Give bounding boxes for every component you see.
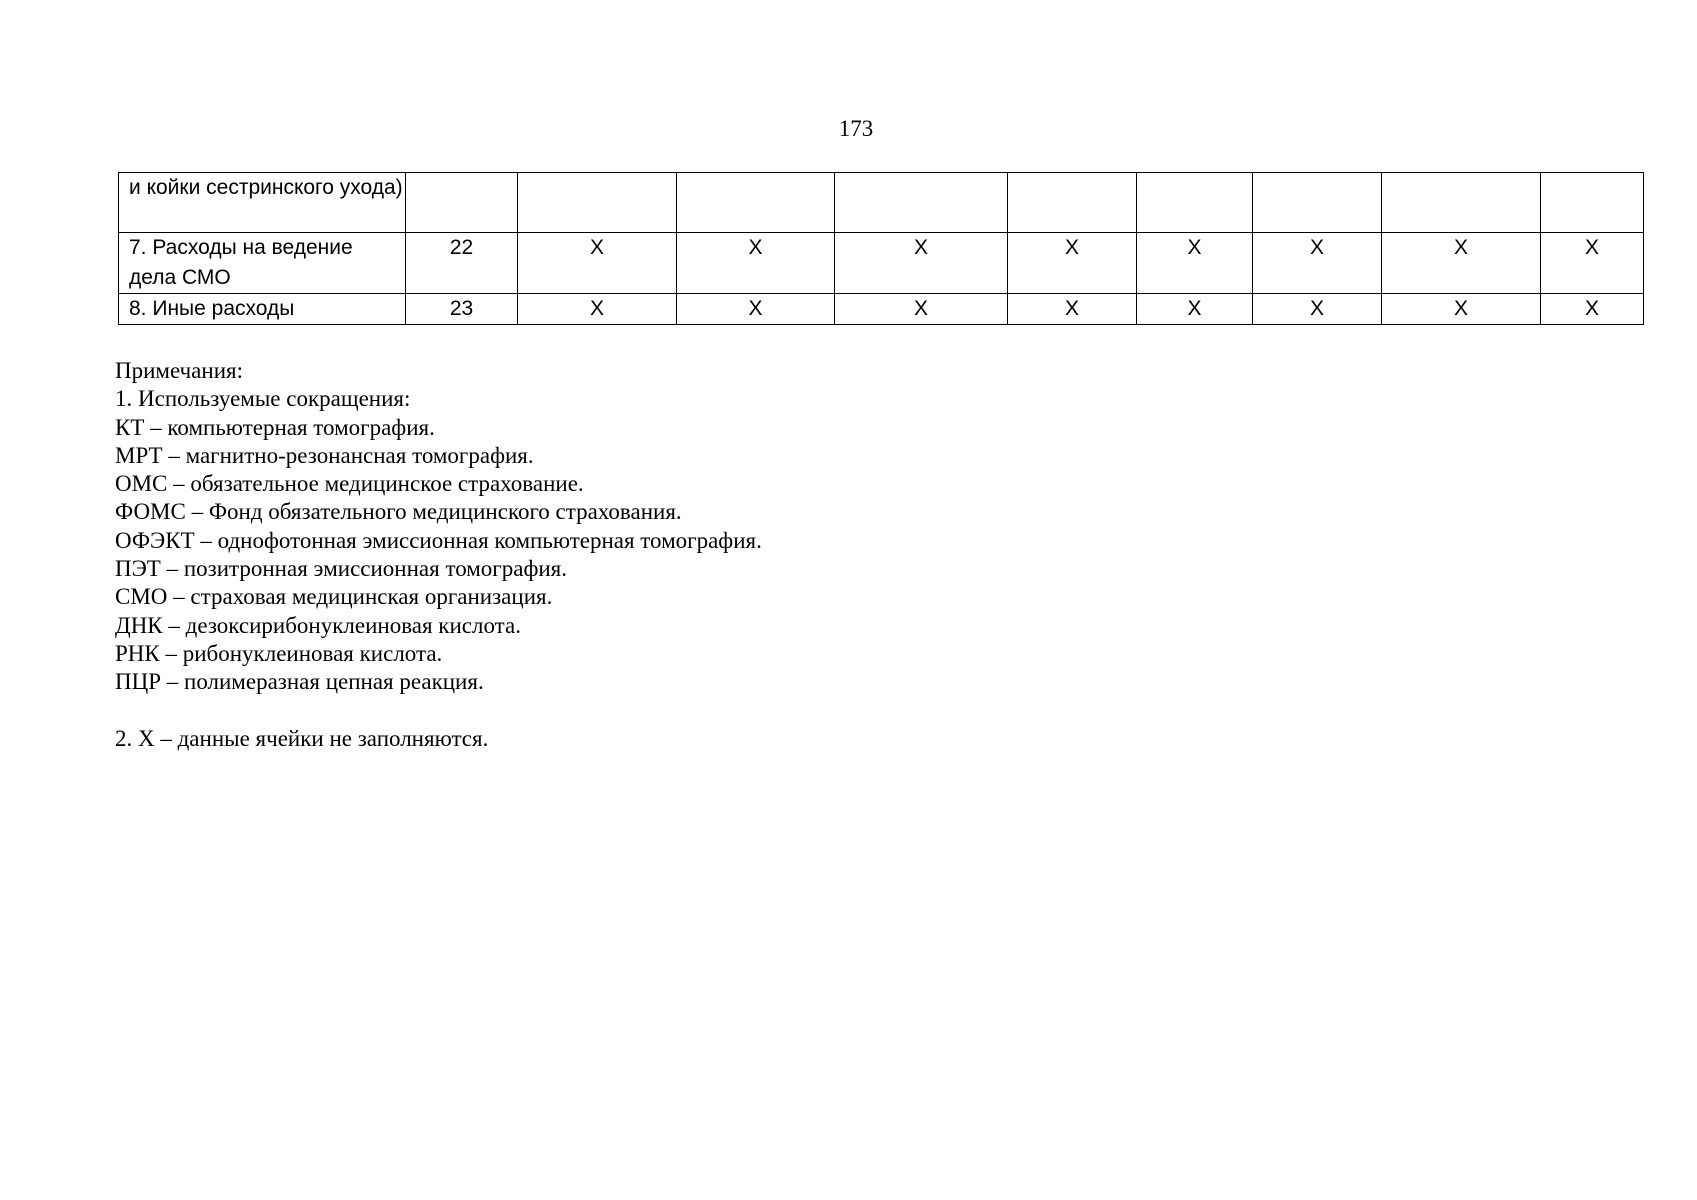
abbreviation-item: СМО – страховая медицинская организация. <box>115 584 553 610</box>
table-cell <box>518 173 677 233</box>
table-cell: X <box>1382 233 1541 294</box>
table-cell <box>677 173 835 233</box>
row-label-cell: и койки сестринского ухода) <box>119 173 406 233</box>
table-cell <box>1253 173 1382 233</box>
row-label-cell: 8. Иные расходы <box>119 294 406 325</box>
table-cell: X <box>835 233 1008 294</box>
table-cell: X <box>518 233 677 294</box>
abbreviation-item: РНК – рибонуклеиновая кислота. <box>115 640 443 666</box>
abbreviation-item: ОФЭКТ – однофотонная эмиссионная компьютерная томография. <box>115 527 762 553</box>
row-code-cell: 23 <box>406 294 518 325</box>
table-cell: X <box>1008 294 1137 325</box>
notes-item-abbreviations: 1. Используемые сокращения: <box>115 386 411 412</box>
table-cell: X <box>1253 233 1382 294</box>
data-table <box>118 172 1644 325</box>
abbreviation-item: ПЭТ – позитронная эмиссионная томография. <box>115 556 567 582</box>
table-cell: X <box>1382 294 1541 325</box>
table-cell <box>1541 173 1644 233</box>
table-cell <box>1382 173 1541 233</box>
notes-section <box>115 357 1515 753</box>
table-cell: X <box>1541 233 1644 294</box>
abbreviation-item: ДНК – дезоксирибонуклеиновая кислота. <box>115 612 521 638</box>
row-code-cell <box>406 173 518 233</box>
table-row <box>119 173 1644 233</box>
table-cell: X <box>1137 294 1253 325</box>
abbreviation-item: ОМС – обязательное медицинское страхование. <box>115 471 584 497</box>
page-number: 173 <box>838 116 874 141</box>
table-row <box>119 233 1644 294</box>
notes-item-empty-cells: 2. X – данные ячейки не заполняются. <box>115 725 489 751</box>
abbreviation-item: ПЦР – полимеразная цепная реакция. <box>115 669 484 695</box>
abbreviation-item: ФОМС – Фонд обязательного медицинского страхования. <box>115 499 682 525</box>
abbreviation-item: КТ – компьютерная томография. <box>115 414 435 440</box>
table-cell: X <box>1541 294 1644 325</box>
row-label-cell: 7. Расходы на ведение дела СМО <box>119 233 406 294</box>
table-cell <box>1137 173 1253 233</box>
table-cell <box>835 173 1008 233</box>
row-code-cell: 22 <box>406 233 518 294</box>
table-cell: X <box>518 294 677 325</box>
table-cell: X <box>1253 294 1382 325</box>
table-cell: X <box>835 294 1008 325</box>
table-cell: X <box>677 233 835 294</box>
table-row <box>119 294 1644 325</box>
table-cell: X <box>677 294 835 325</box>
notes-heading: Примечания: <box>115 358 243 383</box>
table-cell: X <box>1137 233 1253 294</box>
table-cell: X <box>1008 233 1137 294</box>
table-cell <box>1008 173 1137 233</box>
abbreviation-item: МРТ – магнитно-резонансная томография. <box>115 442 534 468</box>
